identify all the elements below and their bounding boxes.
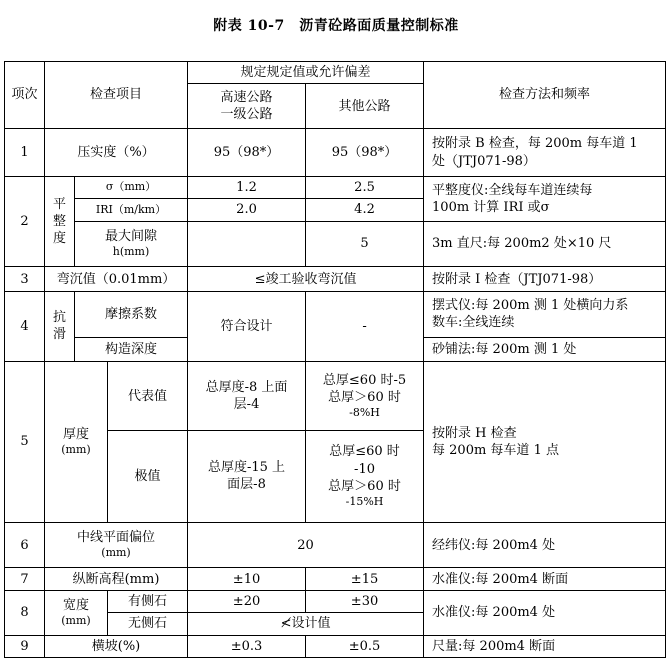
highway-value: 95（98*） bbox=[188, 129, 306, 177]
table-row bbox=[5, 291, 666, 337]
sub-item-iri: IRI（m/km） bbox=[75, 199, 188, 221]
table-row bbox=[5, 267, 666, 291]
check-method: 水准仪:每 200m4 断面 bbox=[424, 568, 666, 590]
check-item: 纵断高程(mm) bbox=[45, 568, 188, 590]
table-title: 附表 10-7 沥青砼路面质量控制标准 bbox=[213, 18, 459, 34]
row-number: 9 bbox=[5, 635, 45, 657]
check-method: 按附录 B 检查，每 200m 每车道 1 处（JTJ071-98） bbox=[424, 129, 666, 177]
check-item: 横坡(%) bbox=[45, 635, 188, 657]
row-number: 2 bbox=[5, 176, 45, 267]
header-seq: 项次 bbox=[5, 62, 45, 129]
check-method: 尺量:每 200m4 断面 bbox=[424, 635, 666, 657]
row-number: 6 bbox=[5, 522, 45, 568]
header-highway: 高速公路 一级公路 bbox=[188, 84, 306, 129]
highway-value: ±0.3 bbox=[188, 635, 306, 657]
check-method: 砂铺法:每 200m 测 1 处 bbox=[424, 337, 666, 361]
table-row bbox=[5, 522, 666, 568]
highway-value: 1.2 bbox=[188, 176, 306, 198]
sub-item-texture: 构造深度 bbox=[75, 337, 188, 361]
other-value: 95（98*） bbox=[306, 129, 424, 177]
row-number: 1 bbox=[5, 129, 45, 177]
other-value: 总厚≤60 时-5 总厚＞60 时 -8%H bbox=[306, 362, 424, 431]
other-value: 总厚≤60 时 -10 总厚＞60 时 -15%H bbox=[306, 431, 424, 523]
check-method: 摆式仪:每 200m 测 1 处横向力系 数车:全线连续 bbox=[424, 291, 666, 337]
header-spec: 规定规定值或允许偏差 bbox=[188, 62, 424, 84]
check-method: 经纬仪:每 200m4 处 bbox=[424, 522, 666, 568]
header-other: 其他公路 bbox=[306, 84, 424, 129]
table-row bbox=[5, 221, 666, 267]
table-row bbox=[5, 568, 666, 590]
table-row bbox=[5, 129, 666, 177]
highway-value: 总厚度-15 上 面层-8 bbox=[188, 431, 306, 523]
table-row bbox=[5, 590, 666, 612]
table-row bbox=[5, 176, 666, 198]
check-item: 压实度（%） bbox=[45, 129, 188, 177]
sub-item-with-curb: 有侧石 bbox=[108, 590, 188, 612]
table-row bbox=[5, 635, 666, 657]
row-number: 5 bbox=[5, 362, 45, 523]
spec-value: ≤竣工验收弯沉值 bbox=[188, 267, 424, 291]
row-number: 8 bbox=[5, 590, 45, 635]
group-label: 抗 滑 bbox=[45, 291, 75, 361]
other-value: ±30 bbox=[306, 590, 424, 612]
check-item: 中线平面偏位 (mm) bbox=[45, 522, 188, 568]
highway-value bbox=[188, 221, 306, 267]
check-method: 水准仪:每 200m4 处 bbox=[424, 590, 666, 635]
highway-value: 符合设计 bbox=[188, 291, 306, 361]
row-number: 4 bbox=[5, 291, 45, 361]
other-value: - bbox=[306, 291, 424, 361]
other-value: ±0.5 bbox=[306, 635, 424, 657]
sub-item-friction: 摩擦系数 bbox=[75, 291, 188, 337]
sub-item-gap: 最大间隙 h(mm) bbox=[75, 221, 188, 267]
spec-value: 20 bbox=[188, 522, 424, 568]
check-method: 3m 直尺:每 200m2 处×10 尺 bbox=[424, 221, 666, 267]
other-value: 5 bbox=[306, 221, 424, 267]
table-row bbox=[5, 362, 666, 431]
sub-item-representative: 代表值 bbox=[108, 362, 188, 431]
check-method: 按附录 H 检查 每 200m 每车道 1 点 bbox=[424, 362, 666, 523]
other-value: 2.5 bbox=[306, 176, 424, 198]
check-method: 按附录 I 检查（JTJ071-98） bbox=[424, 267, 666, 291]
highway-value: ±20 bbox=[188, 590, 306, 612]
sub-item-extreme: 极值 bbox=[108, 431, 188, 523]
highway-value: 总厚度-8 上面 层-4 bbox=[188, 362, 306, 431]
sub-item-without-curb: 无侧石 bbox=[108, 613, 188, 635]
group-label: 厚度 (mm) bbox=[45, 362, 108, 523]
check-item: 弯沉值（0.01mm） bbox=[45, 267, 188, 291]
group-label: 宽度 (mm) bbox=[45, 590, 108, 635]
other-value: 4.2 bbox=[306, 199, 424, 221]
other-value: ±15 bbox=[306, 568, 424, 590]
quality-control-table bbox=[4, 61, 666, 658]
header-method: 检查方法和频率 bbox=[424, 62, 666, 129]
spec-value: ≮设计值 bbox=[188, 613, 424, 635]
sub-item-sigma: σ（mm） bbox=[75, 176, 188, 198]
group-label: 平 整 度 bbox=[45, 176, 75, 267]
highway-value: 2.0 bbox=[188, 199, 306, 221]
header-item: 检查项目 bbox=[45, 62, 188, 129]
row-number: 7 bbox=[5, 568, 45, 590]
highway-value: ±10 bbox=[188, 568, 306, 590]
row-number: 3 bbox=[5, 267, 45, 291]
check-method: 平整度仪:全线每车道连续每 100m 计算 IRI 或σ bbox=[424, 176, 666, 221]
